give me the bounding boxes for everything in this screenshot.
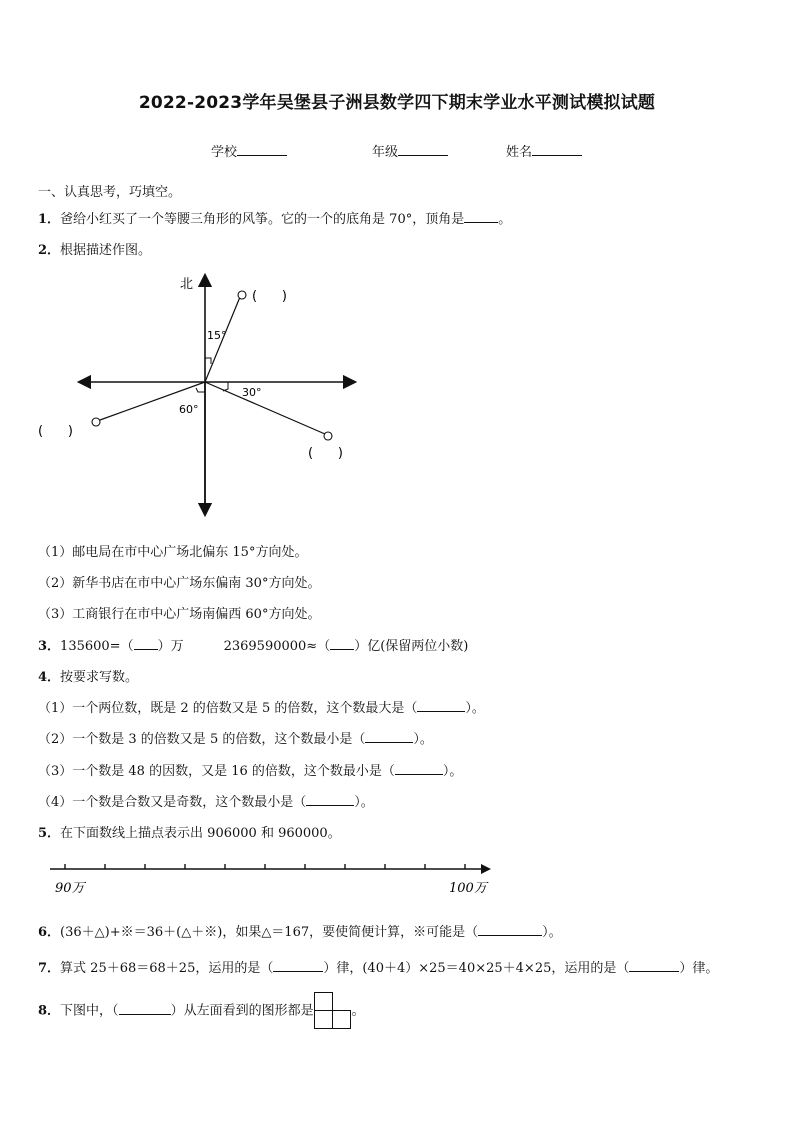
bookstore-answer[interactable]: ( ) <box>308 446 343 461</box>
q4-item-4-blank[interactable] <box>306 793 354 806</box>
question-3 <box>38 635 468 654</box>
q4-item-4 <box>38 791 374 810</box>
q2-number: 2． <box>38 243 61 258</box>
q1-end: 。 <box>498 212 512 227</box>
q7-text-2: ）律，(40＋4）×25＝40×25＋4×25，运用的是（ <box>323 961 630 976</box>
q6-number: 6． <box>38 925 61 940</box>
q7-end: ）律。 <box>679 961 719 976</box>
q3-part2-end: ）亿(保留两位小数) <box>354 639 469 654</box>
school-label: 学校 <box>211 145 238 160</box>
number-line-right-label: 100万 <box>449 881 487 896</box>
direction-svg <box>30 268 380 520</box>
question-8 <box>38 992 365 1030</box>
angle-60-label: 60° <box>179 403 199 416</box>
q4-item-1-text: （1）一个两位数，既是 2 的倍数又是 5 的倍数，这个数最大是（ <box>38 701 418 716</box>
q4-item-4-text: （4）一个数是合数又是奇数，这个数最小是（ <box>38 795 307 810</box>
question-2 <box>38 239 151 258</box>
q4-item-3-end: ）。 <box>442 764 463 779</box>
q4-item-2-end: ）。 <box>413 732 433 747</box>
q4-item-2-text: （2）一个数是 3 的倍数又是 5 的倍数，这个数最小是（ <box>38 732 366 747</box>
q8-text-1: 下图中，（ <box>60 1003 119 1019</box>
name-blank[interactable] <box>532 143 582 156</box>
post-office-answer[interactable]: ( ) <box>252 289 287 304</box>
grade-blank[interactable] <box>398 143 448 156</box>
q2-item-2: （2）新华书店在市中心广场东偏南 30°方向处。 <box>38 576 321 591</box>
q1-number: 1． <box>38 212 61 227</box>
q4-item-3-blank[interactable] <box>395 762 443 775</box>
q4-item-1 <box>38 697 485 716</box>
question-1 <box>38 208 511 227</box>
q4-item-3-text: （3）一个数是 48 的因数，又是 16 的倍数，这个数最小是（ <box>38 764 395 779</box>
angle-15-label: 15° <box>207 329 227 342</box>
q4-item-1-end: ）。 <box>465 701 485 716</box>
name-label: 姓名 <box>506 145 533 160</box>
shape-square-top <box>314 993 332 1011</box>
section-heading: 一、认真思考，巧填空。 <box>38 185 182 200</box>
left-view-shape <box>314 992 352 1030</box>
q3-number: 3． <box>38 639 61 654</box>
q5-number: 5． <box>38 826 61 841</box>
shape-square-bottom-left <box>314 1011 332 1029</box>
school-blank[interactable] <box>237 143 287 156</box>
direction-diagram <box>30 268 380 524</box>
number-line-left-label: 90万 <box>55 881 85 896</box>
q7-text-1: 算式 25＋68＝68＋25，运用的是（ <box>60 961 274 976</box>
grade-field <box>372 141 448 160</box>
q1-blank[interactable] <box>464 210 498 223</box>
q7-number: 7． <box>38 961 61 976</box>
ray-bookstore <box>205 382 325 434</box>
q7-blank-1[interactable] <box>273 959 323 972</box>
question-6 <box>38 921 562 940</box>
q3-blank-2[interactable] <box>330 637 354 650</box>
q4-number: 4． <box>38 670 61 685</box>
q3-part1-text: 135600=（ <box>60 639 134 654</box>
question-7 <box>38 957 718 976</box>
point-bank <box>92 418 100 426</box>
q6-text: ，如果△＝167，要使简便计算，※可能是（ <box>222 925 479 940</box>
q4-item-2 <box>38 728 433 747</box>
q6-expression: (36＋△)+※＝36＋(△＋※) <box>60 925 223 940</box>
north-label: 北 <box>180 277 194 292</box>
grade-label: 年级 <box>372 145 399 160</box>
number-line <box>45 855 495 907</box>
number-line-svg[interactable] <box>45 855 495 903</box>
q4-item-1-blank[interactable] <box>417 699 465 712</box>
q8-end: 。 <box>351 1003 365 1019</box>
page-title: 2022-2023学年吴堡县子洲县数学四下期末学业水平测试模拟试题 <box>138 93 656 113</box>
name-field <box>506 141 582 160</box>
q6-blank[interactable] <box>478 923 542 936</box>
q8-number: 8． <box>38 1003 61 1019</box>
q2-item-1: （1）邮电局在市中心广场北偏东 15°方向处。 <box>38 545 308 560</box>
angle-30-label: 30° <box>242 386 262 399</box>
q4-text: 按要求写数。 <box>60 670 139 685</box>
point-post-office <box>238 291 246 299</box>
angle-mark-ne <box>205 358 211 364</box>
q7-blank-2[interactable] <box>629 959 679 972</box>
q3-part2-text: 2369590000≈（ <box>223 639 331 654</box>
school-field <box>211 141 287 160</box>
q4-item-3 <box>38 760 462 779</box>
q1-text: 爸给小红买了一个等腰三角形的风筝。它的一个的底角是 70°，顶角是 <box>60 212 465 227</box>
q3-part1-end: ）万 <box>157 639 184 654</box>
shape-square-bottom-right <box>332 1011 350 1029</box>
angle-mark-sw <box>196 388 205 392</box>
q4-item-4-end: ）。 <box>354 795 374 810</box>
question-4 <box>38 666 138 685</box>
q2-text: 根据描述作图。 <box>60 243 152 258</box>
q2-item-3: （3）工商银行在市中心广场南偏西 60°方向处。 <box>38 607 321 622</box>
number-line-arrow <box>481 864 491 874</box>
q8-blank[interactable] <box>119 1002 171 1015</box>
q3-blank-1[interactable] <box>134 637 158 650</box>
q8-text-2: ）从左面看到的图形都是 <box>170 1003 314 1019</box>
q5-text: 在下面数线上描点表示出 906000 和 960000。 <box>60 826 341 841</box>
question-5 <box>38 822 341 841</box>
q4-item-2-blank[interactable] <box>365 730 413 743</box>
bank-answer[interactable]: ( ) <box>38 424 73 439</box>
q6-end: ）。 <box>542 925 562 940</box>
point-bookstore <box>324 432 332 440</box>
